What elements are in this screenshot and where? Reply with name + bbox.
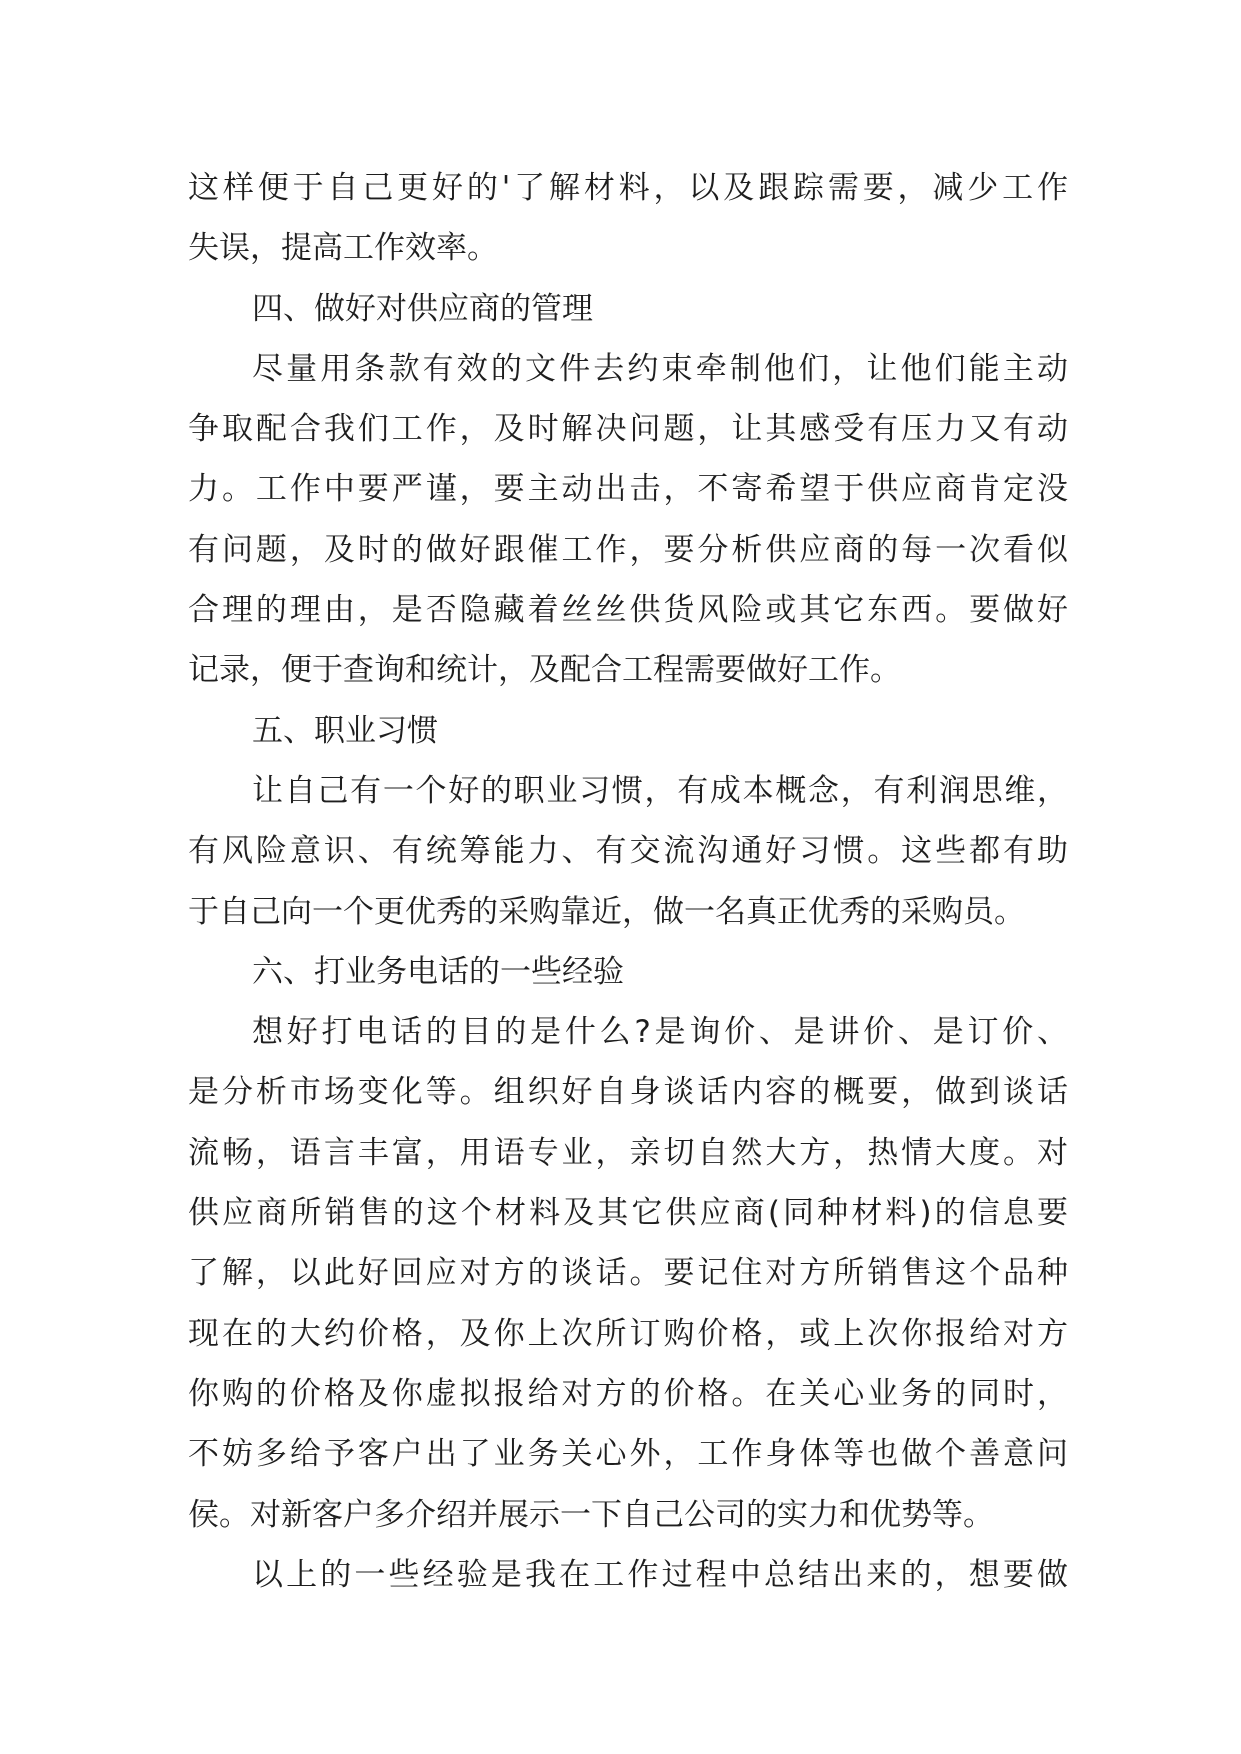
paragraph-line: 力。工作中要严谨，要主动出击，不寄希望于供应商肯定没	[188, 471, 1068, 508]
section-heading: 六、打业务电话的一些经验	[252, 953, 624, 990]
section-heading: 四、做好对供应商的管理	[252, 290, 593, 327]
paragraph-line: 不妨多给予客户出了业务关心外，工作身体等也做个善意问	[188, 1436, 1068, 1473]
paragraph-line: 侯。对新客户多介绍并展示一下自己公司的实力和优势等。	[188, 1496, 994, 1533]
paragraph-line: 想好打电话的目的是什么?是询价、是讲价、是订价、	[252, 1014, 1068, 1051]
paragraph-line: 现在的大约价格，及你上次所订购价格，或上次你报给对方	[188, 1315, 1068, 1352]
section-heading: 五、职业习惯	[252, 712, 438, 749]
paragraph-line: 让自己有一个好的职业习惯，有成本概念，有利润思维，	[252, 772, 1068, 809]
paragraph-line: 争取配合我们工作，及时解决问题，让其感受有压力又有动	[188, 411, 1068, 448]
paragraph-line: 这样便于自己更好的'了解材料，以及跟踪需要，减少工作	[188, 170, 1068, 206]
paragraph-line: 记录，便于查询和统计，及配合工程需要做好工作。	[188, 652, 901, 689]
paragraph-line: 合理的理由，是否隐藏着丝丝供货风险或其它东西。要做好	[188, 592, 1068, 629]
paragraph-line: 于自己向一个更优秀的采购靠近，做一名真正优秀的采购员。	[188, 893, 1025, 930]
paragraph-line: 有问题，及时的做好跟催工作，要分析供应商的每一次看似	[188, 531, 1068, 568]
paragraph-line: 你购的价格及你虚拟报给对方的价格。在关心业务的同时，	[188, 1375, 1068, 1412]
paragraph-line: 供应商所销售的这个材料及其它供应商(同种材料)的信息要	[188, 1195, 1068, 1232]
paragraph-line: 尽量用条款有效的文件去约束牵制他们，让他们能主动	[252, 350, 1068, 387]
paragraph-line: 失误，提高工作效率。	[188, 230, 498, 267]
document-body	[188, 158, 1068, 1605]
paragraph-line: 了解，以此好回应对方的谈话。要记住对方所销售这个品种	[188, 1255, 1068, 1292]
paragraph-line: 有风险意识、有统筹能力、有交流沟通好习惯。这些都有助	[188, 833, 1068, 870]
paragraph-line: 流畅，语言丰富，用语专业，亲切自然大方，热情大度。对	[188, 1134, 1068, 1171]
paragraph-line: 是分析市场变化等。组织好自身谈话内容的概要，做到谈话	[188, 1074, 1068, 1111]
paragraph-line: 以上的一些经验是我在工作过程中总结出来的，想要做	[252, 1556, 1068, 1593]
